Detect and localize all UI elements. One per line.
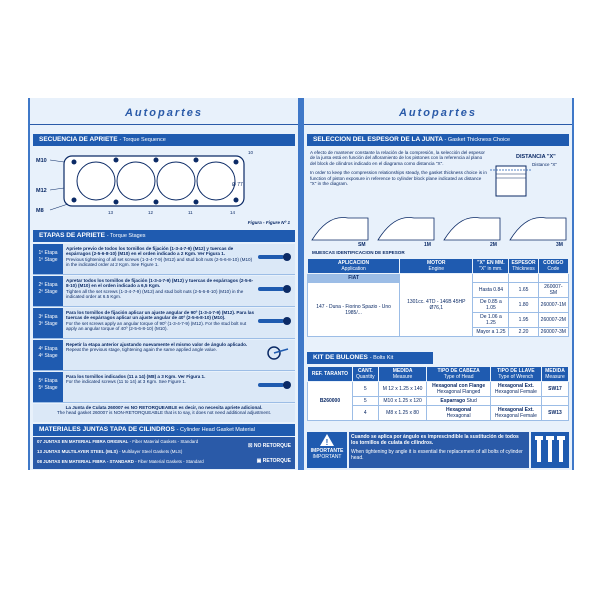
table-row: 4 M8 x 1.25 x 80 Hexagonal Hexagonal Hexagonal Ext. Hexagonal Female SW13 bbox=[308, 406, 569, 421]
bolt-number: 11 bbox=[188, 210, 193, 215]
stage-text: Repetir la etapa anterior ajustando nuevamente el mismo valor de ángulo aplicado. Repeat the previous stage, tightening again the same applied angle value. bbox=[66, 342, 248, 353]
bolt-hole bbox=[234, 160, 239, 165]
label-m10: M10 bbox=[36, 158, 47, 164]
intro-text: A efecto de mantener constante la relación de la compresión, la selección del espesor de la junta está en función del afloramiento de los pistones con la referencia al plano del block de cilindros indicado en el diagrama como distancia "X". In order to keep the compression relationships steady, the gasket thickness choice is in function of piston exposure in reference to cylinder block plane indicated as distance "X" in the diagram. bbox=[310, 150, 487, 187]
thickness-marks-diagram bbox=[308, 210, 570, 250]
section-bar-torque-sequence bbox=[33, 134, 295, 146]
section-title: MATERIALES JUNTAS TAPA DE CILINDROS bbox=[39, 426, 175, 433]
piston-icon bbox=[496, 166, 526, 196]
retorque-tag: ▣ RETORQUE bbox=[256, 458, 291, 464]
stage-text: Apretar todos los tornillos de fijación (1-3-4-7-9) (M12) y tuercas de espárragos (2-5-6-8-10) (M10) en el orden indicado a 6,5 Kgm. Tighten all the set screws (1-3-4-7-9) (M12) and stud bolt nuts (2-5-6-8-10) (M10) in the indicated order at 6.5 Kgm. bbox=[66, 278, 254, 300]
stage-1 bbox=[33, 244, 295, 275]
section-subtitle: - Torque Sequence bbox=[119, 137, 166, 143]
distance-label: DISTANCIA "X" bbox=[516, 154, 556, 160]
section-subtitle: - Torque Stages bbox=[106, 233, 146, 239]
section-title: SELECCION DEL ESPESOR DE LA JUNTA bbox=[313, 136, 443, 143]
marks-caption: MUESCAS IDENTIFICACION DE ESPESOR bbox=[312, 250, 405, 255]
gasket-edge-icon bbox=[510, 217, 566, 240]
material-row: 13 JUNTAS MULTILAYER STEEL (MLS) - Multilayer Steel Gaskets (MLS) bbox=[37, 449, 183, 454]
stage-2 bbox=[33, 276, 295, 307]
cylinder-bore-1 bbox=[77, 162, 115, 200]
cylinder-bore-2 bbox=[117, 162, 155, 200]
svg-text:!: ! bbox=[325, 438, 329, 446]
section-title: KIT DE BULONES bbox=[313, 354, 368, 361]
stage-label: 5º Etapa 5º Stage bbox=[33, 372, 63, 402]
bolt-number: 14 bbox=[230, 210, 236, 215]
brand-title-left: Autopartes bbox=[30, 102, 298, 125]
bolt-hole bbox=[72, 198, 77, 203]
stage-4 bbox=[33, 340, 295, 371]
table-row: De 1.06 a 1.25 1.95 260007-2M bbox=[308, 313, 569, 328]
label-m12: M12 bbox=[36, 188, 47, 194]
section-subtitle: - Bolts Kit bbox=[369, 355, 394, 361]
stage-text: Para los tornillos de fijación aplicar un ajuste angular de 90º (1-3-4-7-9) (M12). Para las tuercas de espárragos aplicar un ajuste angular de 40º (2-5-6-8-10) (M10). For the set screws apply an angular torque of 90º (1-3-4-7-9) (M12). For the stud bolt nut apply an angular torque of 40º (2-5-6-8-10) (M10). bbox=[66, 310, 255, 332]
materials-list bbox=[33, 437, 295, 469]
mark-label: 1M bbox=[424, 242, 431, 248]
warning-icon bbox=[320, 434, 334, 446]
stage-3 bbox=[33, 308, 295, 339]
document-sheet bbox=[28, 98, 574, 470]
label-m8: M8 bbox=[36, 208, 44, 214]
no-retorque-tag: ☒ NO RETORQUE bbox=[247, 443, 291, 449]
material-row: 07 JUNTAS EN MATERIAL FIBRA ORIGINAL - Fiber Material Gaskets - Standard bbox=[37, 439, 199, 444]
section-subtitle: - Gasket Thickness Choice bbox=[444, 137, 511, 143]
bolts-icon bbox=[533, 434, 567, 466]
gasket-diagram bbox=[34, 148, 294, 218]
mark-label: SM bbox=[358, 242, 366, 248]
bolt-hole bbox=[114, 200, 119, 205]
bolt-number: 10 bbox=[248, 150, 254, 155]
stage-text: Apriete previo de todos los tornillos de fijación (1-3-4-7-9) (M12) y tuercas de espárragos (2-5-6-8-10) (M10) en el orden indicado a 2 Kgm. Ver Figura 1. Previous tightening of all set screws (1-3-4-7-9) (M12) and stud bolt nuts (2-5-6-8-10) (M10) in the indicated order at 2 Kgm. See Figure 1. bbox=[66, 246, 253, 268]
table-row: 5 M10 x 1.25 x 120 Esparrago Stud bbox=[308, 397, 569, 406]
stage-label: 1º Etapa 1º Stage bbox=[33, 244, 63, 274]
thickness-table bbox=[307, 258, 569, 337]
torque-wrench-icon bbox=[256, 250, 292, 264]
bolt-hole bbox=[72, 160, 77, 165]
right-panel bbox=[304, 98, 572, 470]
bolt-hole bbox=[194, 200, 199, 205]
torque-wrench-icon bbox=[256, 314, 292, 328]
section-title: ETAPAS DE APRIETE bbox=[39, 232, 105, 239]
bolt-hole bbox=[194, 158, 199, 163]
table-row: B260000 5 M 12 x 1.25 x 140 Hexagonal con Flange Hexagonal Flanged Hexagonal Ext. Hexagonal Female SW17 bbox=[308, 382, 569, 397]
section-bar-torque-stages bbox=[33, 230, 295, 242]
bolts-illustration bbox=[531, 432, 569, 468]
bolt-hole bbox=[114, 158, 119, 163]
mark-label: 2M bbox=[490, 242, 497, 248]
table-header-row: REF. TARANTO CANT. Quantity MEDIDA Measure TIPO DE CABEZA Type of Head TIPO DE LLAVE Type of Wrench MEDIDA Measure bbox=[308, 367, 569, 382]
cylinder-bore-3 bbox=[157, 162, 195, 200]
gasket-edge-icon bbox=[444, 217, 500, 240]
section-subtitle: - Cylinder Head Gasket Material bbox=[176, 427, 255, 433]
bolt-hole bbox=[234, 198, 239, 203]
angle-gauge-icon bbox=[256, 346, 292, 360]
gasket-edge-icon bbox=[378, 217, 434, 240]
bore-diameter-label: Ø 77 bbox=[232, 182, 243, 188]
bolt-hole bbox=[154, 200, 159, 205]
important-box: ! IMPORTANTE IMPORTANT bbox=[307, 432, 347, 468]
cylinder-bore-4 bbox=[197, 162, 235, 200]
retorque-note: La Junta de Culata 260007 es NO RETORQUEABLE es decir, no necesita apriete adicional. The head gasket 260007 is NON-RETORQUEABLE that is to say, it does not need additional adjustment. bbox=[33, 404, 295, 422]
stage-5 bbox=[33, 372, 295, 403]
stage-label: 4º Etapa 4º Stage bbox=[33, 340, 63, 370]
important-text: Cuando se aplica por ángulo es imprescindible la sustitución de todos los tornillos de culata de cilindros. When tightening by angle it is essential the replacement of all bolts of cylinder head. bbox=[349, 432, 529, 468]
table-header-row: APLICACION Application MOTOR Engine "X" EN MM. "X" in mm. ESPESOR Thickness CODIGO Code bbox=[308, 259, 569, 274]
stage-label: 2º Etapa 2º Stage bbox=[33, 276, 63, 306]
section-bar-bolts-kit bbox=[307, 352, 433, 364]
table-row: Mayor a 1.25 2.20 260007-3M bbox=[308, 328, 569, 337]
material-row: 08 JUNTAS EN MATERIAL FIBRA - STANDARD - Fiber Material Gaskets - Standard bbox=[37, 459, 204, 464]
mark-label: 3M bbox=[556, 242, 563, 248]
bolts-kit-table bbox=[307, 366, 569, 421]
bolt-number: 12 bbox=[148, 210, 154, 215]
table-row: 147 - Duna - Fiorino Spazio - Uno 1985/... Hasta 0.84 1.65 260007-SM bbox=[308, 283, 569, 298]
bolt-hole bbox=[154, 158, 159, 163]
section-bar-thickness-choice bbox=[307, 134, 569, 146]
piston-diagram bbox=[490, 150, 568, 208]
section-title: SECUENCIA DE APRIETE bbox=[39, 136, 118, 143]
left-panel bbox=[30, 98, 298, 470]
figure-caption: Figura - Figure Nº 1 bbox=[247, 220, 290, 225]
distance-label-en: Distance "X" bbox=[532, 162, 557, 167]
section-bar-materials bbox=[33, 424, 295, 436]
torque-wrench-icon bbox=[256, 378, 292, 392]
brand-title-right: Autopartes bbox=[304, 102, 572, 125]
stage-label: 3º Etapa 3º Stage bbox=[33, 308, 63, 338]
bolt-number: 13 bbox=[108, 210, 114, 215]
table-row: FIAT 1301cc. 4TD - 146B 45HP Ø76,1 bbox=[308, 274, 569, 283]
table-row: De 0.85 a 1.05 1.80 260007-1M bbox=[308, 298, 569, 313]
gasket-edge-icon bbox=[312, 217, 368, 240]
torque-wrench-icon bbox=[256, 282, 292, 296]
stage-text: Para los tornillos indicados (11 a 14) (M8) a 3 Kgm. Ver Figura 1. For the indicated screws (11 to 14) at 3 Kgm. See Figure 1. bbox=[66, 374, 206, 385]
